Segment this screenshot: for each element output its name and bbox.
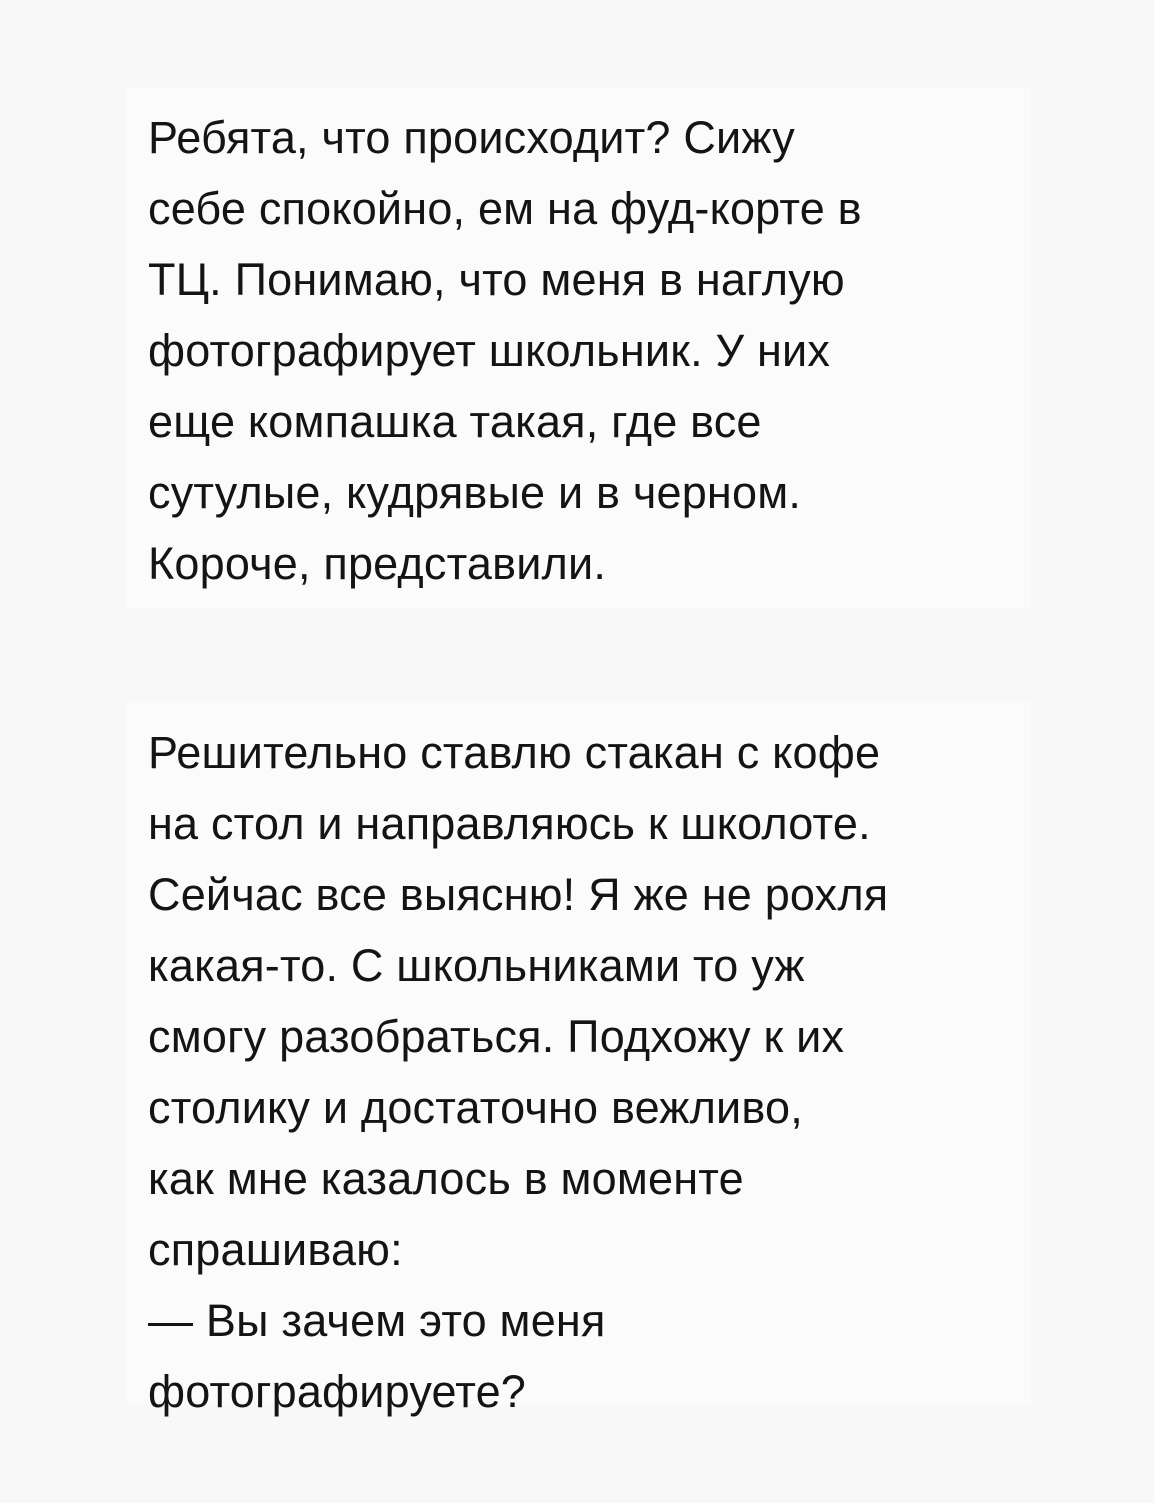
paragraph-line: столику и достаточно вежливо, bbox=[148, 1082, 803, 1133]
paragraph-line: себе спокойно, ем на фуд-корте в bbox=[148, 183, 862, 234]
dialogue-line: фотографируете? bbox=[148, 1366, 527, 1417]
paragraph-line: ТЦ. Понимаю, что меня в наглую bbox=[148, 254, 845, 305]
paragraph-line: какая-то. С школьниками то уж bbox=[148, 940, 805, 991]
paragraph-line: спрашиваю: bbox=[148, 1224, 403, 1275]
paragraph-line: смогу разобраться. Подхожу к их bbox=[148, 1011, 845, 1062]
paragraph-line: фотографирует школьник. У них bbox=[148, 325, 831, 376]
paragraph-line: Решительно ставлю стакан с кофе bbox=[148, 727, 881, 778]
paragraph-line: на стол и направляюсь к школоте. bbox=[148, 798, 871, 849]
paragraph-line: сутулые, кудрявые и в черном. bbox=[148, 467, 802, 518]
paragraph-line: как мне казалось в моменте bbox=[148, 1153, 744, 1204]
paragraph-line: еще компашка такая, где все bbox=[148, 396, 762, 447]
paragraph-line: Сейчас все выясню! Я же не рохля bbox=[148, 869, 889, 920]
paragraph-line: Ребята, что происходит? Сижу bbox=[148, 112, 795, 163]
dialogue-line: — Вы зачем это меня bbox=[148, 1295, 606, 1346]
text-block-story bbox=[126, 702, 1031, 1417]
paragraph-line: Короче, представили. bbox=[148, 538, 607, 589]
text-block-intro bbox=[126, 88, 1031, 608]
